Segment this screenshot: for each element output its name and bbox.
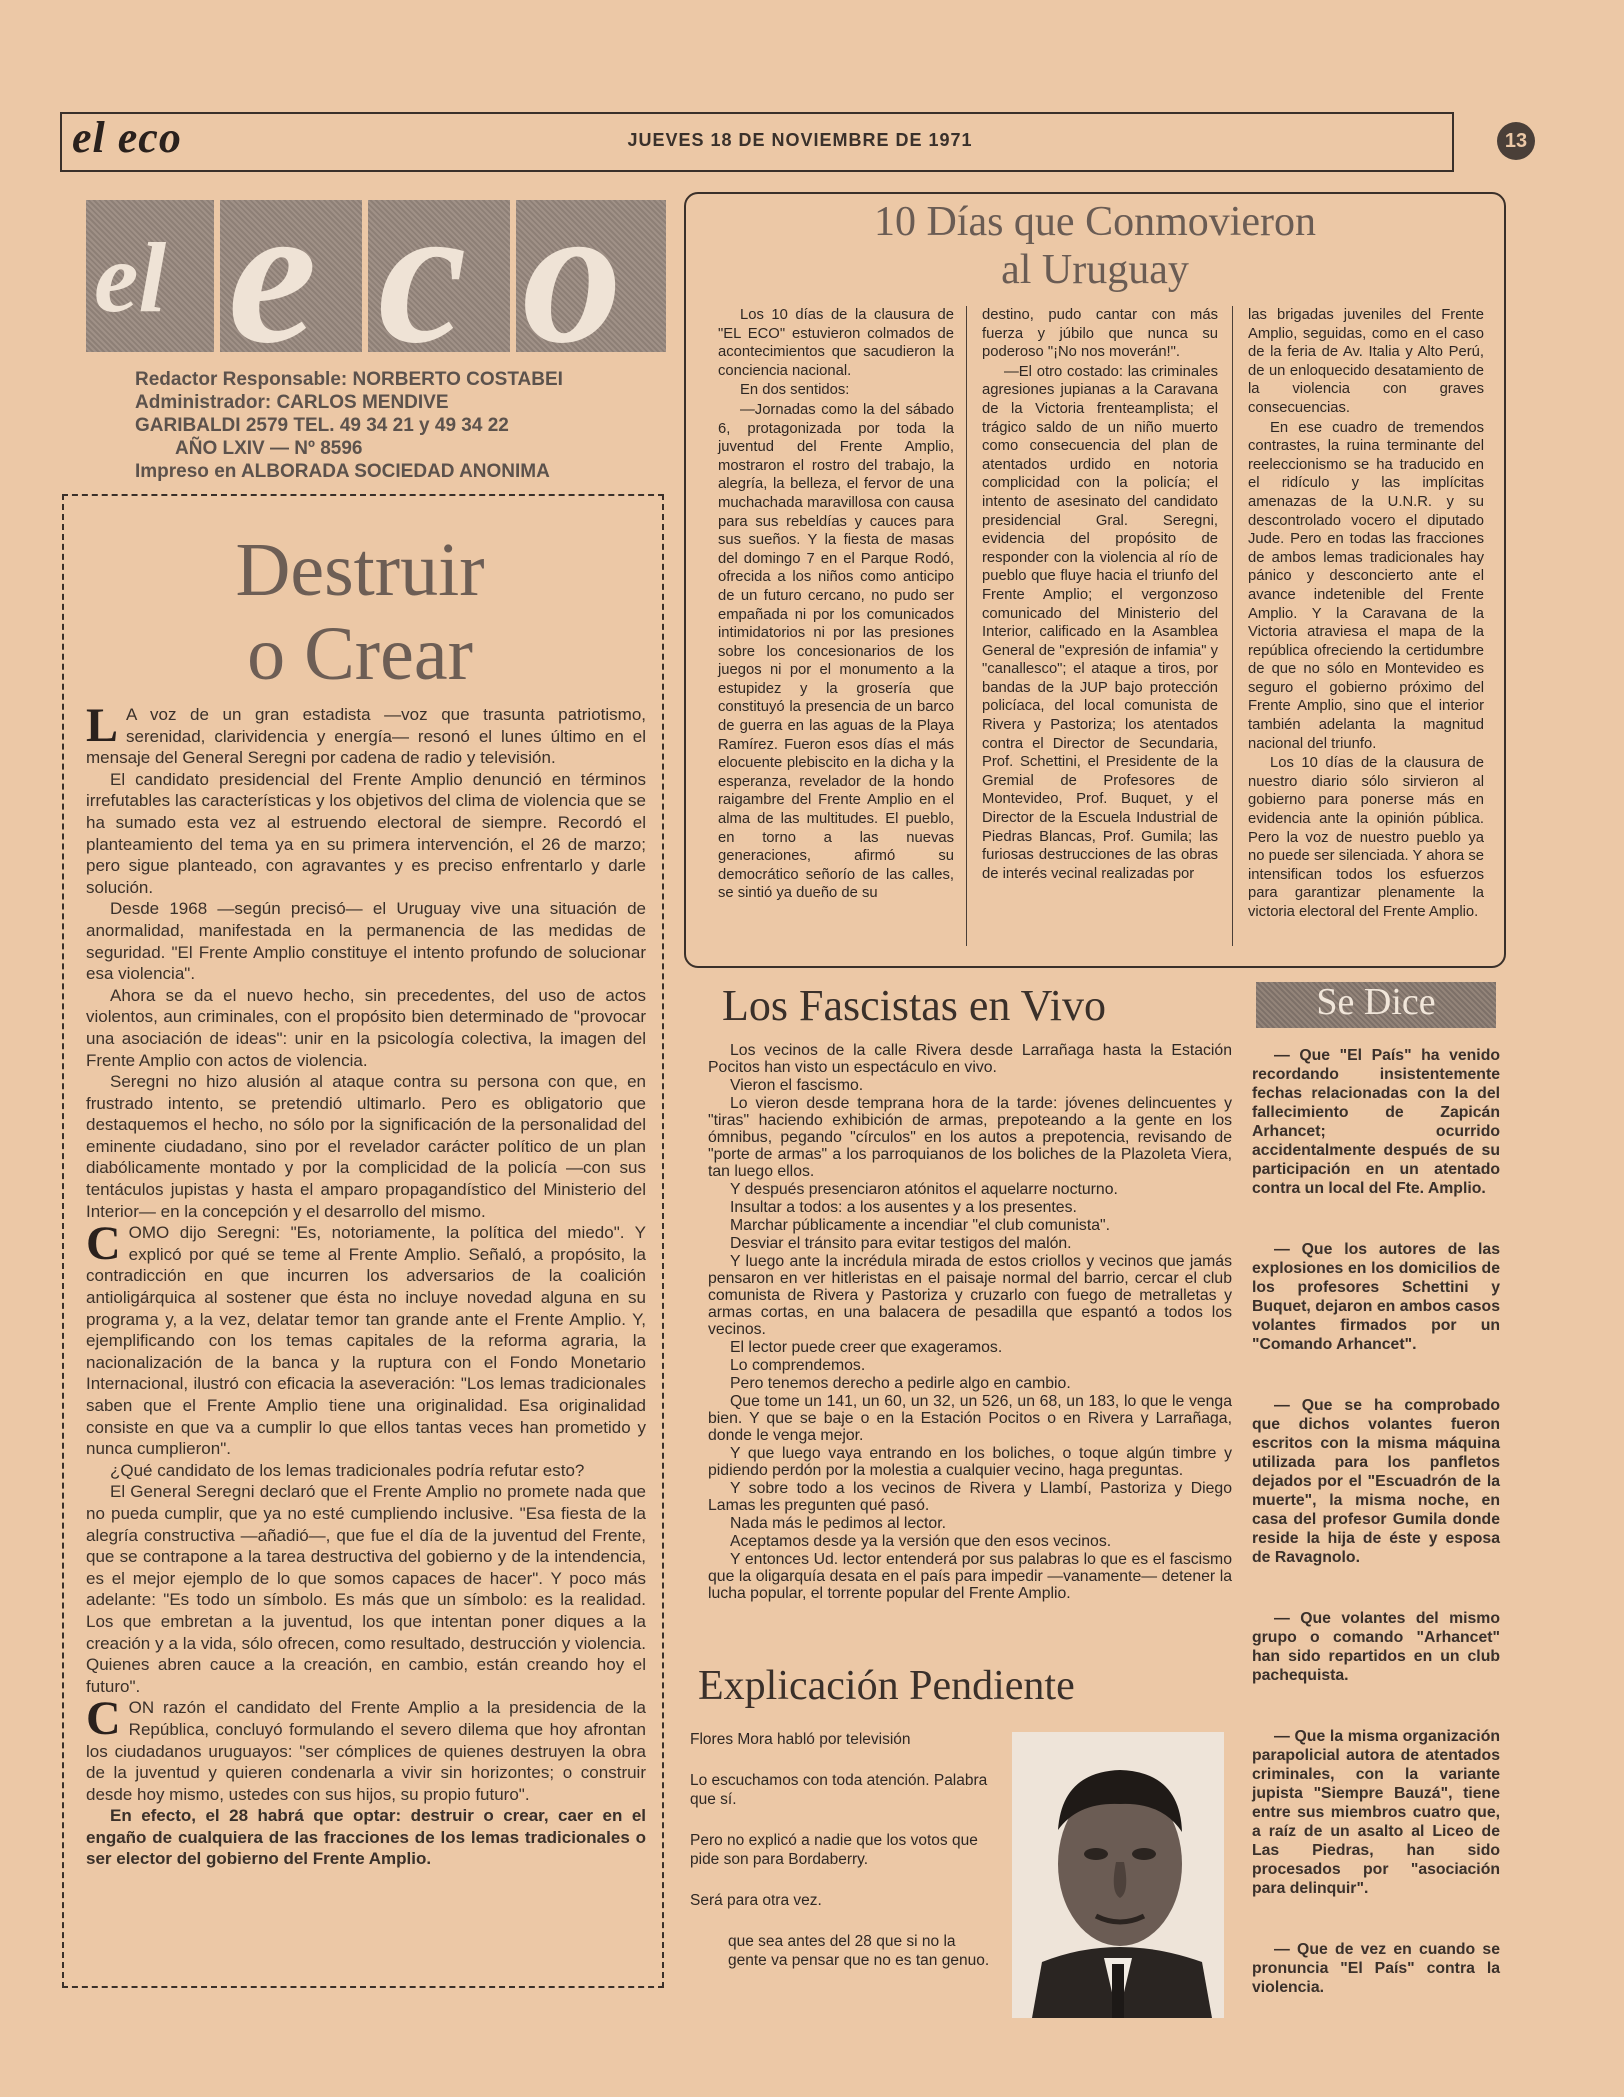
fascistas-paragraph: Lo comprendemos. [730,1357,866,1374]
fascistas-paragraph: Aceptamos desde ya la versión que den esos vecinos. [730,1533,1112,1550]
masthead-block [368,164,510,385]
fascistas-paragraph: Nada más le pedimos al lector. [730,1515,946,1532]
dias-paragraph: las brigadas juveniles del Frente Amplio, seguidas, como en el caso de la feria de Av. Italia y Alto Perú, de un enloquecido desatamiento de la violencia con graves consecuencias. [1248,307,1484,416]
masthead-block [220,164,362,385]
explicacion-paragraph: Será para otra vez. [690,1892,822,1909]
dias-paragraph: —El otro costado: las criminales agresiones jupianas a la Caravana de la Victoria frenteamplista; el trágico saldo de un niño muerto como consecuencia del plan de atentados urdido en notoria complicidad con la policía; el intento de asesinato del candidato presidencial Gral. Seregni, evidencia del propósito de responder con la violencia al río de pueblo que fluye hacia el triunfo del Frente Amplio; el vergonzoso comunicado del Ministerio del Interior, calificado en la Asamblea General de "expresión de infamia" y "canallesco"; el ataque a tiros, por bandas de la JUP bajo protección policíaca, del local comunista de Rivera y Pastoriza; los atentados contra el Director de Secundaria, Prof. Schettini, el Presidente de la Gremial de Profesores de Montevideo, Prof. Buquet, y el Director de la Escuela Industrial de Piedras Blancas, Prof. Gumila; las furiosas destrucciones de las obras de interés vecinal realizadas por [982,363,1218,882]
portrait-photo [1012,1732,1224,2018]
se-dice-item: — Que volantes del mismo grupo o comando "Arhancet" han sido repartidos en un club pachequista. [1252,1610,1500,1684]
fascistas-paragraph: Y que luego vaya entrando en los boliches, o toque algún timbre y pidiendo perdón por la molestia a cualquier vecino, haga preguntas. [708,1445,1232,1479]
fascistas-paragraph: Y sobre todo a los vecinos de Rivera y Llambí, Pastoriza y Diego Lamas les pregunten qué pasó. [708,1480,1232,1514]
fascistas-body [708,1042,1232,1603]
fascistas-paragraph: Lo vieron desde temprana hora de la tarde: jóvenes delincuentes y "tiras" haciendo exhibición de armas, prepoteando a la gente en los ómnibus, pegando "círculos" en los autos a prepotencia, revisando de "porte de armas" a los parroquianos de los boliches de la Plazoleta Viera, tan luego ellos. [708,1095,1232,1180]
fascistas-paragraph: Y después presenciaron atónitos el aquelarre nocturno. [730,1181,1118,1198]
editorial-paragraph: El General Seregni declaró que el Frente Amplio no promete nada que no pueda cumplir, que ya no esté cumpliendo inclusive. "Esa fiesta de la alegría constructiva —añadió—, que fue el día de la juventud del Frente, que se contrapone a la tarea destructiva del gobierno y de la intendencia, es el mejor ejemplo de lo que somos capaces de hacer". Y poco más adelante: "Es todo un símbolo. Es más que un símbolo: es la realidad. Los que embretan a la juventud, los que intentan poner diques a la creación y a la vida, sólo ofrecen, como resultado, destrucción y violencia. Quienes abren cauce a la creación, en cambio, están creando hoy el futuro". [86,1482,646,1696]
masthead-block [516,164,666,385]
portrait-illustration [1012,1732,1224,2018]
se-dice-item: — Que los autores de las explosiones en los domicilios de los profesores Schettini y Buquet, dejaron en ambos casos volantes firmados por un "Comando Arhancet". [1252,1241,1500,1353]
staff-line: Administrador: CARLOS MENDIVE [135,392,449,413]
masthead-letter: e [228,164,317,385]
masthead-letter: o [522,164,622,385]
editorial-paragraph: A voz de un gran estadista —voz que trasunta patriotismo, serenidad, clarividencia y energía— resonó el lunes último en el mensaje del General Seregni por cadena de radio y televisión. [86,705,646,768]
dias-title-line: 10 Días que Conmovieron [873,199,1317,245]
editorial-paragraph: ¿Qué candidato de los lemas tradicionales podría refutar esto? [110,1460,585,1480]
column-rule [1232,306,1233,946]
explicacion-title: Explicación Pendiente [698,1663,1075,1709]
dias-paragraph: destino, pudo cantar con más fuerza y júbilo que nunca su poderoso "¡No nos moverán!". [982,307,1218,361]
staff-line: Redactor Responsable: NORBERTO COSTABEI [135,369,563,390]
fascistas-paragraph: Marchar públicamente a incendiar "el club comunista". [730,1217,1110,1234]
dias-title [700,198,1490,294]
se-dice-body [1252,1046,1500,2039]
dias-paragraph: Los 10 días de la clausura de "EL ECO" estuvieron colmados de acontecimientos que sacudieron la conciencia nacional. [718,307,954,379]
explicacion-body [690,1730,990,1992]
fascistas-paragraph: Los vecinos de la calle Rivera desde Larrañaga hasta la Estación Pocitos han visto un espectáculo en vivo. [708,1042,1232,1076]
editorial-title-line: Destruir [235,528,485,612]
fascistas-paragraph: El lector puede creer que exageramos. [730,1339,1003,1356]
editorial-paragraph: Ahora se da el nuevo hecho, sin precedentes, del uso de actos violentos, aun criminales, con el propósito bien determinado de "provocar una asociación de ideas": unir en la psicología colectiva, la imagen del Frente Amplio con actos de violencia. [86,985,646,1070]
editorial-paragraph: OMO dijo Seregni: "Es, notoriamente, la política del miedo". Y explicó por qué se teme al Frente Amplio. Señaló, a propósito, la contradicción en que incurren los adversarios de la coalición antioligárquica al sostener que ésta no incluye novedad alguna en su programa y, a la vez, delatar temor tan grande ante el Frente Amplio. Y, ejemplificando con los temas capitales de la reforma agraria, la nacionalización de la banca y la ruptura con el Fondo Monetario Internacional, ilustró con eficacia la aseveración: "Los lemas tradicionales saben que el Frente Amplio tiene una originalidad. Esa originalidad consiste en que va a cumplir lo que ellos tantas veces han prometido y nunca cumplieron". [86,1223,646,1459]
dias-column-3 [1248,306,1484,923]
editorial-paragraph: En efecto, el 28 habrá que optar: destruir o crear, caer en el engaño de cualquiera de las fracciones de los lemas tradicionales o ser elector del gobierno del Frente Amplio. [86,1806,646,1869]
editorial-body [86,699,646,1870]
explicacion-paragraph: Lo escuchamos con toda atención. Palabra que sí. [690,1772,988,1808]
dias-paragraph: En ese cuadro de tremendos contrastes, la ruina terminante del reeleccionismo se ha traducido en el ridículo y las implícitas amenazas de la U.N.R. y su descontrolado vocero el diputado Jude. Pero en todas las fracciones de ambos lemas tradicionales hay pánico y desconcierto ante el avance indetenible del Frente Amplio. Y la Caravana de la Victoria atraviesa el mapa de la república ofreciendo la certidumbre de que no sólo en Montevideo es seguro el gobierno próximo del Frente Amplio, sino que el interior también adelanta la magnitud nacional del triunfo. [1248,419,1484,752]
header-logo: el eco [72,113,182,162]
fascistas-paragraph: Y entonces Ud. lector entenderá por sus palabras lo que es el fascismo que la oligarquía desata en el país para impedir —vanamente— detener la lucha popular, el torrente popular del Frente Amplio. [708,1551,1232,1602]
dias-paragraph: En dos sentidos: [740,382,850,399]
fascistas-paragraph: Que tome un 141, un 60, un 32, un 526, un 68, un 183, lo que le venga bien. Y que se baje o en la Estación Pocitos o en Rivera y Larrañaga, donde le venga mejor. [708,1393,1232,1444]
masthead-block [86,200,214,352]
editorial-paragraph: Desde 1968 —según precisó— el Uruguay vive una situación de anormalidad, manifestada en la permanencia de las medidas de seguridad. "El Frente Amplio constituye el intento profundo de solucionar esa violencia". [86,899,646,984]
header-date: JUEVES 18 DE NOVIEMBRE DE 1971 [627,130,973,150]
column-rule [966,306,967,946]
staff-line: AÑO LXIV — Nº 8596 [175,438,363,459]
fascistas-paragraph: Insultar a todos: a los ausentes y a los presentes. [730,1199,1077,1216]
se-dice-item: — Que de vez en cuando se pronuncia "El País" contra la violencia. [1252,1941,1500,1996]
fascistas-paragraph: Desviar el tránsito para evitar testigos del malón. [730,1235,1072,1252]
drop-cap: C [86,1692,121,1746]
editorial-paragraph: Seregni no hizo alusión al ataque contra su persona con que, en frustrado intento, se pretendió ultimarlo. Pero es obligatorio que destaquemos el hecho, no sólo por la significación de la personalidad del eminente ciudadano, sino por el revelador carácter político de un plan diabólicamente montado y por la complicidad de la policía —con sus tentáculos jupistas y hasta el amparo propagandístico del Ministerio del Interior— en la concepción y el desarrollo del mismo. [86,1072,646,1221]
drop-cap: L [86,699,119,752]
staff-box [135,368,655,483]
masthead-letter: c [378,164,467,385]
editorial-title [100,528,620,696]
explicacion-paragraph: que sea antes del 28 que si no la gente va pensar que no es tan genuo. [728,1933,990,1969]
fascistas-paragraph: Vieron el fascismo. [730,1077,864,1094]
fascistas-paragraph: Y luego ante la incrédula mirada de estos criollos y vecinos que jamás pensaron en ver hitleristas en el paisaje normal del barrio, cercar el club comunista de Rivera y Pastoriza y cruzarlo con fuego de metralletas y armas cortas, en una balacera de pesadilla que espantó a todos los vecinos. [708,1253,1232,1338]
editorial-title-line: o Crear [247,612,473,696]
dias-column-2 [982,306,1218,884]
editorial-paragraph: El candidato presidencial del Frente Amplio denunció en términos irrefutables las características y los objetivos del clima de violencia que se ha sumado esta vez al estruendo electoral de siempre. Recordó el planteamiento del tema ya en su primera intervención, el 26 de marzo; pero sigue planteado, con agravantes y es preciso enfrentarlo y darle solución. [86,769,646,897]
fascistas-title: Los Fascistas en Vivo [722,981,1106,1030]
se-dice-item: — Que la misma organización parapolicial autora de atentados criminales, con la variante jupista "Siempre Bauzá", tiene entre sus miembros cuatro que, a raíz de un asalto al Liceo de Las Piedras, han sido procesados por "asociación para delinquir". [1252,1728,1500,1897]
dias-column-1 [718,306,954,904]
drop-cap: C [86,1217,121,1271]
dias-paragraph: Los 10 días de la clausura de nuestro diario sólo sirvieron al gobierno para ponerse más en evidencia ante la opinión pública. Pero la voz de nuestro pueblo ya no puede ser silenciada. Y ahora se intensifican todos los esfuerzos para garantizar plenamente la victoria electoral del Frente Amplio. [1248,755,1484,920]
staff-line: Impreso en ALBORADA SOCIEDAD ANONIMA [135,461,550,482]
page-number: 13 [1497,122,1535,160]
masthead-letter: el [94,222,167,333]
se-dice-item: — Que "El País" ha venido recordando insistentemente fechas relacionadas con la del fallecimiento de Zapicán Arhancet; ocurrido accidentalmente después de su participación en un atentado contra un local del Fte. Amplio. [1252,1047,1500,1197]
dias-paragraph: —Jornadas como la del sábado 6, protagonizada por toda la juventud del Frente Amplio, mostraron el rostro del trabajo, la alegría, la belleza, el fervor de una muchachada maravillosa con causa para sus rebeldías y cauces para sus sueños. Y la fiesta de masas del domingo 7 en el Parque Rodó, ofrecida a los niños como anticipo de un futuro cercano, no pudo ser empañada ni por los comunicados intimidatorios ni por las presiones sobre los concesionarios de los juegos ni por el monumento a la estupidez y la grosería que constituyó la presencia de un barco de guerra en las aguas de la Playa Ramírez. Fueron esos días el más elocuente plebiscito en la dicha y la esperanza, revelador de la hondo raigambre del Frente Amplio en el alma de las multitudes. El pueblo, en torno a las nuevas generaciones, afirmó su democrático señorío de las calles, se sintió ya dueño de su [718,401,954,902]
staff-line: GARIBALDI 2579 TEL. 49 34 21 y 49 34 22 [135,415,509,436]
editorial-paragraph: ON razón el candidato del Frente Amplio a la presidencia de la República, concluyó formulando el severo dilema que hoy afrontan los ciudadanos uruguayos: "ser cómplices de quienes destruyen la obra de la juventud y quieren condenarla a vivir sin horizontes; o construir desde hoy mismo, ustedes con sus hijos, su propio futuro". [86,1698,646,1804]
fascistas-paragraph: Pero tenemos derecho a pedirle algo en cambio. [730,1375,1071,1392]
se-dice-title: Se Dice [1316,981,1436,1023]
dias-title-line: al Uruguay [1001,247,1189,293]
explicacion-paragraph: Flores Mora habló por televisión [690,1731,911,1748]
explicacion-paragraph: Pero no explicó a nadie que los votos que pide son para Bordaberry. [690,1832,978,1868]
se-dice-item: — Que se ha comprobado que dichos volantes fueron escritos con la misma máquina utilizada para los panfletos dejados por el "Escuadrón de la muerte", la misma noche, en casa del profesor Gumila donde reside la hija de éste y esposa de Ravagnolo. [1252,1397,1500,1566]
